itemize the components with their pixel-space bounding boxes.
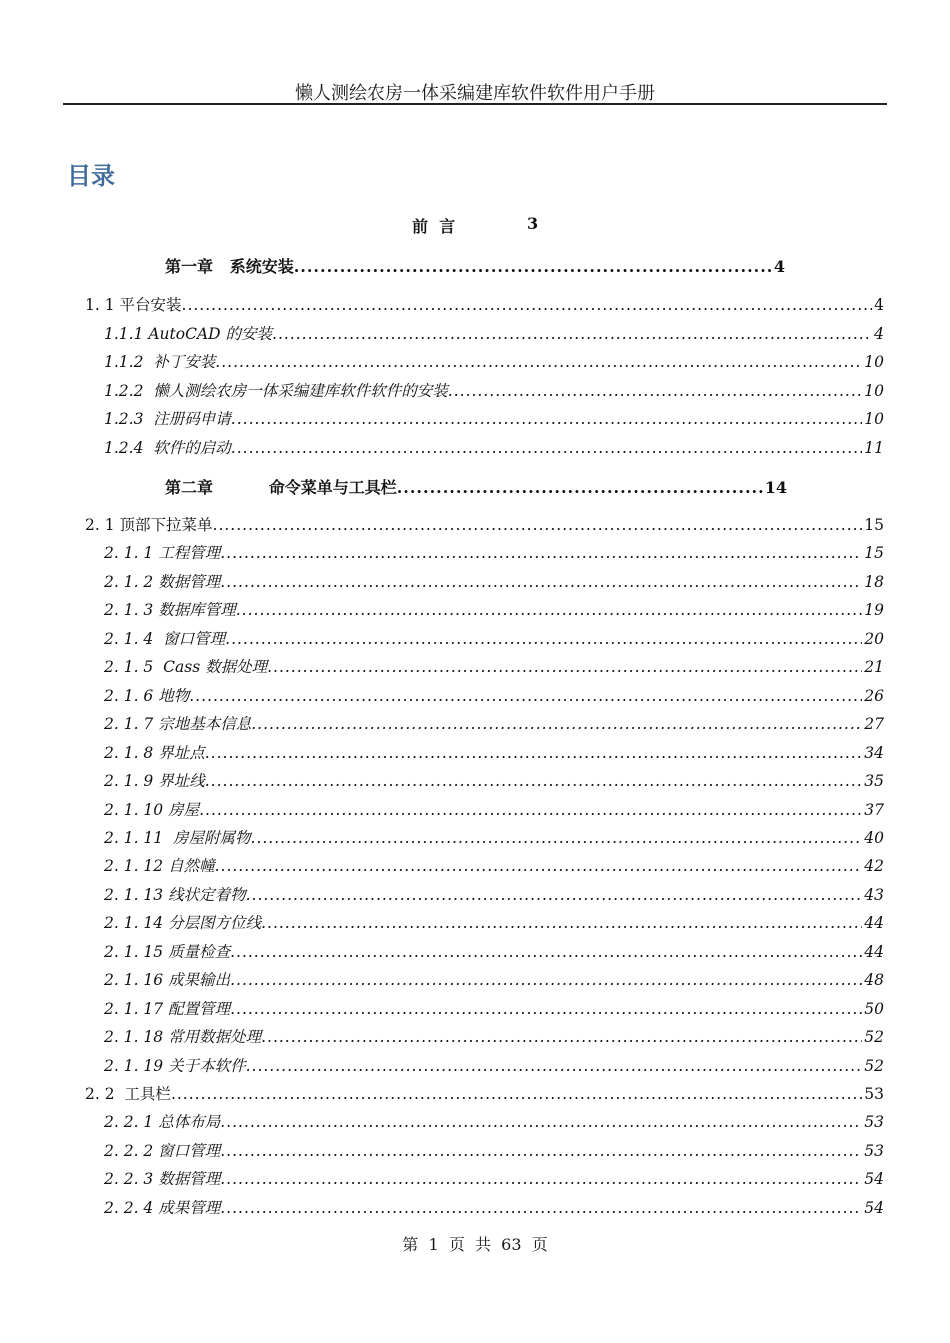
toc-entry-row — [104, 322, 884, 344]
toc-entry[interactable] — [0, 407, 950, 429]
toc-entry-row — [104, 541, 884, 563]
toc-entry-page: 52 — [864, 1028, 884, 1047]
toc-leader-dots — [215, 353, 862, 371]
toc-entry[interactable] — [0, 741, 950, 763]
toc-entry-row — [85, 1082, 884, 1104]
toc-leader-dots — [189, 687, 862, 705]
toc-entry-label: 1.2.3 注册码申请 — [104, 410, 231, 428]
toc-entry[interactable] — [0, 513, 950, 535]
toc-entry-row — [104, 1196, 884, 1218]
toc-leader-dots — [171, 1085, 862, 1103]
toc-entry-label: 2. 1. 9 界址线 — [104, 772, 205, 791]
toc-entry-page: 10 — [864, 381, 884, 400]
toc-entry-label: 2. 1. 12 自然幢 — [104, 857, 215, 876]
toc-entry-row — [104, 655, 884, 677]
toc-entry-page: 44 — [864, 914, 884, 933]
toc-entry-page: 21 — [864, 658, 884, 677]
toc-entry-page: 11 — [864, 438, 884, 457]
toc-entry[interactable] — [0, 997, 950, 1019]
toc-entry-label: 1.2.4 软件的启动 — [104, 438, 231, 457]
toc-leader-dots — [231, 410, 862, 428]
toc-chapter-1[interactable] — [165, 254, 785, 276]
toc-entry-page: 54 — [864, 1170, 884, 1189]
toc-leader-dots — [246, 886, 863, 904]
toc-entry[interactable] — [0, 826, 950, 848]
toc-entry-label: 1.1.2 补丁安装 — [104, 353, 216, 371]
toc-entry-row — [104, 911, 884, 933]
toc-entry-page: 43 — [864, 885, 884, 904]
toc-entry[interactable] — [0, 1054, 950, 1076]
toc-entry-label: 2. 1. 14 分层图方位线 — [104, 914, 262, 933]
toc-entry-page: 37 — [864, 800, 884, 819]
chapter-label: 第二章 命令菜单与工具栏 — [165, 478, 397, 497]
toc-leader-dots — [220, 573, 862, 591]
toc-entry-page: 15 — [864, 516, 884, 534]
toc-entry-label: 2. 1 顶部下拉菜单 — [85, 516, 213, 534]
toc-leader-dots — [220, 1142, 862, 1160]
toc-entry-page: 4 — [874, 296, 884, 314]
chapter-page: 14 — [764, 478, 787, 497]
toc-entry-page: 35 — [864, 772, 884, 791]
toc-heading: 目录 — [67, 162, 115, 190]
toc-entry-row — [85, 293, 884, 315]
toc-entry-label: 2. 1. 5 Cass 数据处理 — [104, 658, 268, 677]
toc-entry[interactable] — [0, 1025, 950, 1047]
toc-entry[interactable] — [0, 627, 950, 649]
toc-entry-row — [104, 968, 884, 990]
toc-entry[interactable] — [0, 1082, 950, 1104]
chapter-dots — [294, 257, 774, 276]
toc-entry-label: 1. 1 平台安装 — [85, 296, 182, 314]
toc-entry-page: 54 — [864, 1198, 884, 1217]
toc-leader-dots — [199, 801, 862, 819]
toc-chapter-2[interactable] — [165, 475, 787, 497]
toc-leader-dots — [225, 630, 862, 648]
toc-entry[interactable] — [0, 541, 950, 563]
toc-entry-row — [104, 741, 884, 763]
page-header-title: 懒人测绘农房一体采编建库软件软件用户手册 — [295, 83, 655, 104]
toc-entry[interactable] — [0, 1196, 950, 1218]
toc-entry-page: 52 — [864, 1056, 884, 1075]
toc-entry-label: 2. 1. 7 宗地基本信息 — [104, 715, 252, 734]
toc-leader-dots — [205, 772, 863, 790]
toc-entry-page: 4 — [874, 324, 884, 343]
toc-entry-row — [104, 883, 884, 905]
toc-entry-row — [104, 627, 884, 649]
toc-leader-dots — [251, 715, 862, 733]
toc-preface[interactable] — [412, 214, 539, 237]
toc-entry[interactable] — [0, 769, 950, 791]
toc-leader-dots — [251, 829, 863, 847]
toc-entry[interactable] — [0, 322, 950, 344]
toc-entry-row — [104, 798, 884, 820]
toc-entry-row — [104, 350, 884, 372]
toc-entry-label: 2. 2. 1 总体布局 — [104, 1113, 221, 1132]
toc-leader-dots — [231, 439, 862, 457]
toc-entry-row — [85, 513, 884, 535]
toc-entry-label: 2. 2. 2 窗口管理 — [104, 1141, 221, 1160]
chapter-label: 第一章 系统安装 — [165, 257, 294, 276]
toc-entry[interactable] — [0, 684, 950, 706]
toc-entry[interactable] — [0, 1167, 950, 1189]
chapter-dots — [397, 478, 765, 497]
toc-entry-page: 53 — [864, 1113, 884, 1132]
toc-entry-page: 26 — [864, 686, 884, 705]
toc-entry[interactable] — [0, 436, 950, 458]
toc-entry-page: 18 — [864, 572, 884, 591]
toc-leader-dots — [220, 1170, 862, 1188]
toc-leader-dots — [220, 1113, 862, 1131]
toc-entry-label: 2. 1. 3 数据库管理 — [104, 601, 236, 620]
toc-entry-row — [104, 684, 884, 706]
toc-entry-page: 50 — [864, 999, 884, 1018]
toc-entry[interactable] — [0, 712, 950, 734]
toc-entry-row — [104, 769, 884, 791]
toc-leader-dots — [267, 658, 862, 676]
toc-entry-label: 2. 1. 18 常用数据处理 — [104, 1028, 262, 1047]
toc-entry-page: 53 — [864, 1085, 884, 1103]
toc-leader-dots — [272, 325, 872, 343]
toc-entry[interactable] — [0, 911, 950, 933]
toc-entry-row — [104, 997, 884, 1019]
toc-entry[interactable] — [0, 854, 950, 876]
toc-entry-label: 2. 1. 4 窗口管理 — [104, 629, 226, 648]
toc-entry-label: 2. 1. 8 界址点 — [104, 743, 205, 762]
toc-entry-row — [104, 854, 884, 876]
toc-leader-dots — [230, 971, 862, 989]
toc-entry-page: 34 — [864, 743, 884, 762]
toc-entry[interactable] — [0, 968, 950, 990]
toc-entry[interactable] — [0, 350, 950, 372]
toc-entry[interactable] — [0, 570, 950, 592]
toc-entry-page: 48 — [864, 971, 884, 990]
toc-entry-row — [104, 379, 884, 401]
toc-entry-row — [104, 436, 884, 458]
toc-entry-row — [104, 407, 884, 429]
toc-entry-page: 10 — [864, 410, 884, 428]
toc-entry[interactable] — [0, 655, 950, 677]
toc-leader-dots — [182, 296, 873, 314]
page-footer: 第 1 页 共 63 页 — [402, 1235, 548, 1254]
toc-leader-dots — [220, 1199, 862, 1217]
toc-leader-dots — [236, 601, 863, 619]
toc-entry-label: 2. 1. 16 成果输出 — [104, 971, 231, 990]
preface-page: 3 — [527, 214, 539, 233]
toc-entry-row — [104, 1025, 884, 1047]
header-rule — [63, 103, 887, 105]
toc-entry[interactable] — [0, 598, 950, 620]
toc-leader-dots — [230, 943, 862, 961]
toc-entry[interactable] — [0, 1139, 950, 1161]
toc-entry-page: 53 — [864, 1141, 884, 1160]
toc-leader-dots — [261, 1028, 862, 1046]
toc-entry-row — [104, 570, 884, 592]
toc-leader-dots — [220, 544, 862, 562]
toc-entry-label: 2. 1. 2 数据管理 — [104, 572, 221, 591]
toc-leader-dots — [230, 1000, 862, 1018]
toc-entry-label: 2. 2. 3 数据管理 — [104, 1170, 221, 1189]
toc-leader-dots — [215, 857, 863, 875]
toc-leader-dots — [261, 914, 862, 932]
toc-entry-page: 19 — [864, 601, 884, 620]
toc-entry-label: 1.2.2 懒人测绘农房一体采编建库软件软件的安装 — [104, 381, 448, 400]
toc-entry-label: 2. 1. 13 线状定着物 — [104, 885, 246, 904]
toc-entry-row — [104, 1167, 884, 1189]
toc-entry-row — [104, 940, 884, 962]
toc-entry-label: 2. 1. 6 地物 — [104, 686, 190, 705]
toc-entry-page: 27 — [864, 715, 884, 734]
toc-entry-page: 10 — [864, 353, 884, 371]
chapter-page: 4 — [773, 257, 785, 276]
toc-entry-page: 20 — [864, 629, 884, 648]
toc-leader-dots — [246, 1057, 863, 1075]
toc-entry[interactable] — [0, 883, 950, 905]
toc-entry[interactable] — [0, 940, 950, 962]
toc-entry-label: 1.1.1 AutoCAD 的安装 — [104, 324, 273, 343]
toc-leader-dots — [448, 382, 862, 400]
toc-entry-label: 2. 1. 11 房屋附属物 — [104, 828, 251, 847]
toc-entry-page: 42 — [864, 857, 884, 876]
toc-entry[interactable] — [0, 798, 950, 820]
toc-entry-row — [104, 1054, 884, 1076]
toc-entry-row — [104, 826, 884, 848]
toc-entry-label: 2. 2 工具栏 — [85, 1085, 171, 1103]
toc-entry-label: 2. 1. 1 工程管理 — [104, 544, 221, 563]
toc-entry[interactable] — [0, 379, 950, 401]
toc-entry-label: 2. 2. 4 成果管理 — [104, 1198, 221, 1217]
toc-leader-dots — [205, 744, 863, 762]
toc-entry-label: 2. 1. 19 关于本软件 — [104, 1056, 246, 1075]
toc-entry-row — [104, 1110, 884, 1132]
toc-entry[interactable] — [0, 1110, 950, 1132]
toc-entry-page: 15 — [864, 544, 884, 563]
toc-entry-page: 40 — [864, 828, 884, 847]
toc-entry-label: 2. 1. 17 配置管理 — [104, 999, 231, 1018]
toc-entry[interactable] — [0, 293, 950, 315]
toc-leader-dots — [213, 516, 863, 534]
toc-entry-label: 2. 1. 15 质量检查 — [104, 942, 231, 961]
toc-entry-label: 2. 1. 10 房屋 — [104, 800, 200, 819]
toc-entry-row — [104, 712, 884, 734]
preface-label: 前 言 — [412, 217, 456, 236]
toc-entry-row — [104, 598, 884, 620]
toc-entry-page: 44 — [864, 942, 884, 961]
toc-entry-row — [104, 1139, 884, 1161]
